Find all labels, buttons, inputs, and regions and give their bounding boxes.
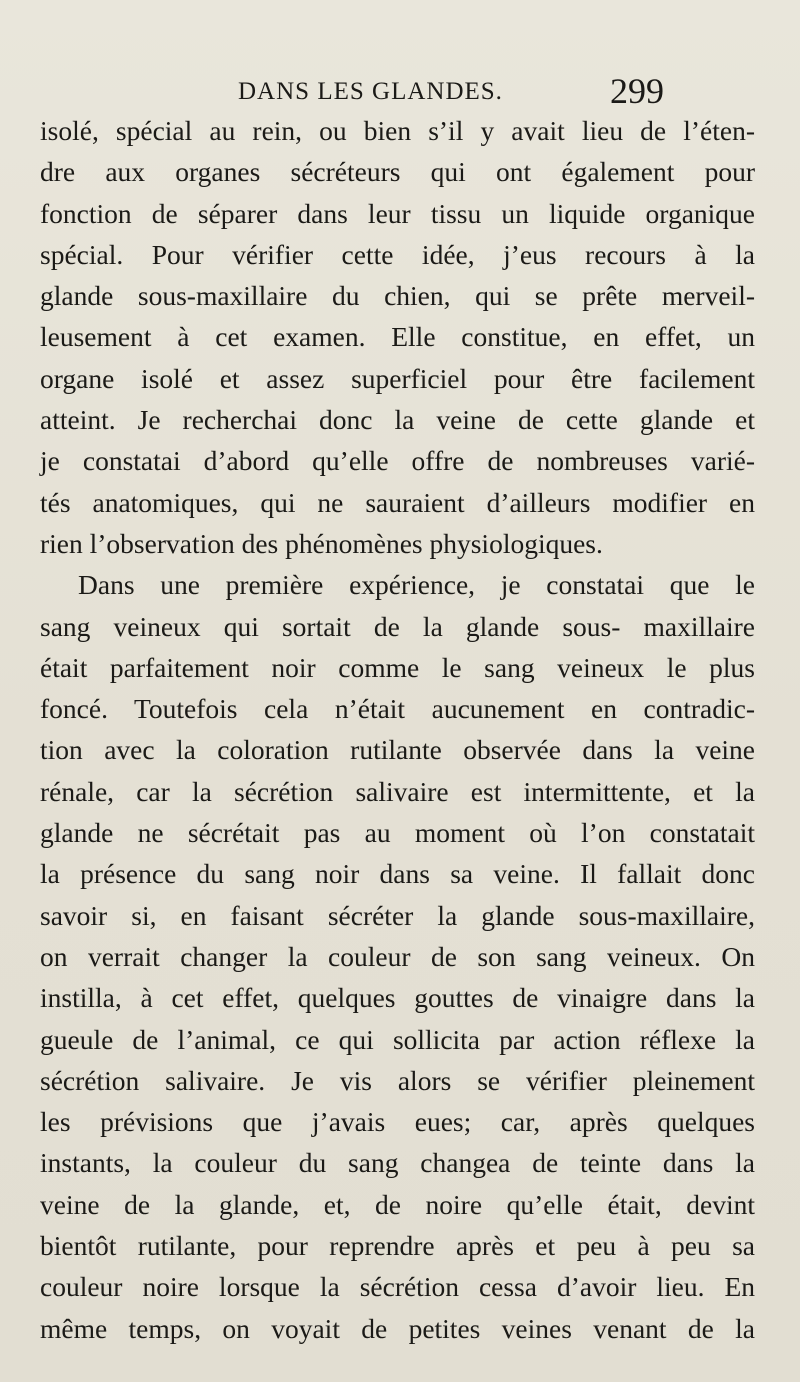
running-head-title: DANS LES GLANDES. [238,78,503,105]
page-number: 299 [610,71,664,111]
text-line: fonction de séparer dans leur tissu un liquide organique [40,197,755,229]
text-line: sang veineux qui sortait de la glande sous- maxillaire [40,610,755,642]
text-line: couleur noire lorsque la sécrétion cessa d’avoir lieu. En [40,1271,755,1303]
text-line: glande ne sécrétait pas au moment où l’on constatait [40,817,755,849]
text-line: instilla, à cet effet, quelques gouttes de vinaigre dans la [40,982,755,1014]
body-text [40,110,755,1349]
text-line: glande sous-maxillaire du chien, qui se prête merveil- [40,280,755,312]
text-line: isolé, spécial au rein, ou bien s’il y avait lieu de l’éten- [40,115,755,146]
text-line: atteint. Je recherchai donc la veine de cette glande et [40,404,755,436]
text-line: tés anatomiques, qui ne sauraient d’ailleurs modifier en [40,486,755,518]
text-line: était parfaitement noir comme le sang veineux le plus [40,651,755,683]
text-line: les prévisions que j’avais eues; car, après quelques [40,1106,755,1138]
text-line: bientôt rutilante, pour reprendre après et peu à peu sa [40,1230,755,1262]
running-head [0,72,800,112]
text-line: organe isolé et assez superficiel pour être facilement [40,362,755,394]
text-line: savoir si, en faisant sécréter la glande sous-maxillaire, [40,899,755,931]
text-line: spécial. Pour vérifier cette idée, j’eus recours à la [40,238,755,270]
text-line: la présence du sang noir dans sa veine. Il fallait donc [40,858,755,890]
text-line: foncé. Toutefois cela n’était aucunement en contradic- [40,693,755,725]
text-line: même temps, on voyait de petites veines venant de la [40,1312,755,1344]
text-line: instants, la couleur du sang changea de teinte dans la [40,1147,755,1179]
text-line: leusement à cet examen. Elle constitue, en effet, un [40,321,755,353]
paragraph-start-line: Dans une première expérience, je constatai que le [78,569,755,601]
text-line: rénale, car la sécrétion salivaire est intermittente, et la [40,775,755,807]
text-line: dre aux organes sécréteurs qui ont également pour [40,156,755,188]
text-line: je constatai d’abord qu’elle offre de nombreuses varié- [40,445,755,477]
text-line: gueule de l’animal, ce qui sollicita par action réflexe la [40,1023,755,1055]
paragraph-end-line: rien l’observation des phénomènes physiologiques. [40,527,603,559]
text-line: tion avec la coloration rutilante observée dans la veine [40,734,755,766]
text-line: veine de la glande, et, de noire qu’elle était, devint [40,1188,755,1220]
text-line: sécrétion salivaire. Je vis alors se vérifier pleinement [40,1064,755,1096]
text-line: on verrait changer la couleur de son sang veineux. On [40,940,755,972]
